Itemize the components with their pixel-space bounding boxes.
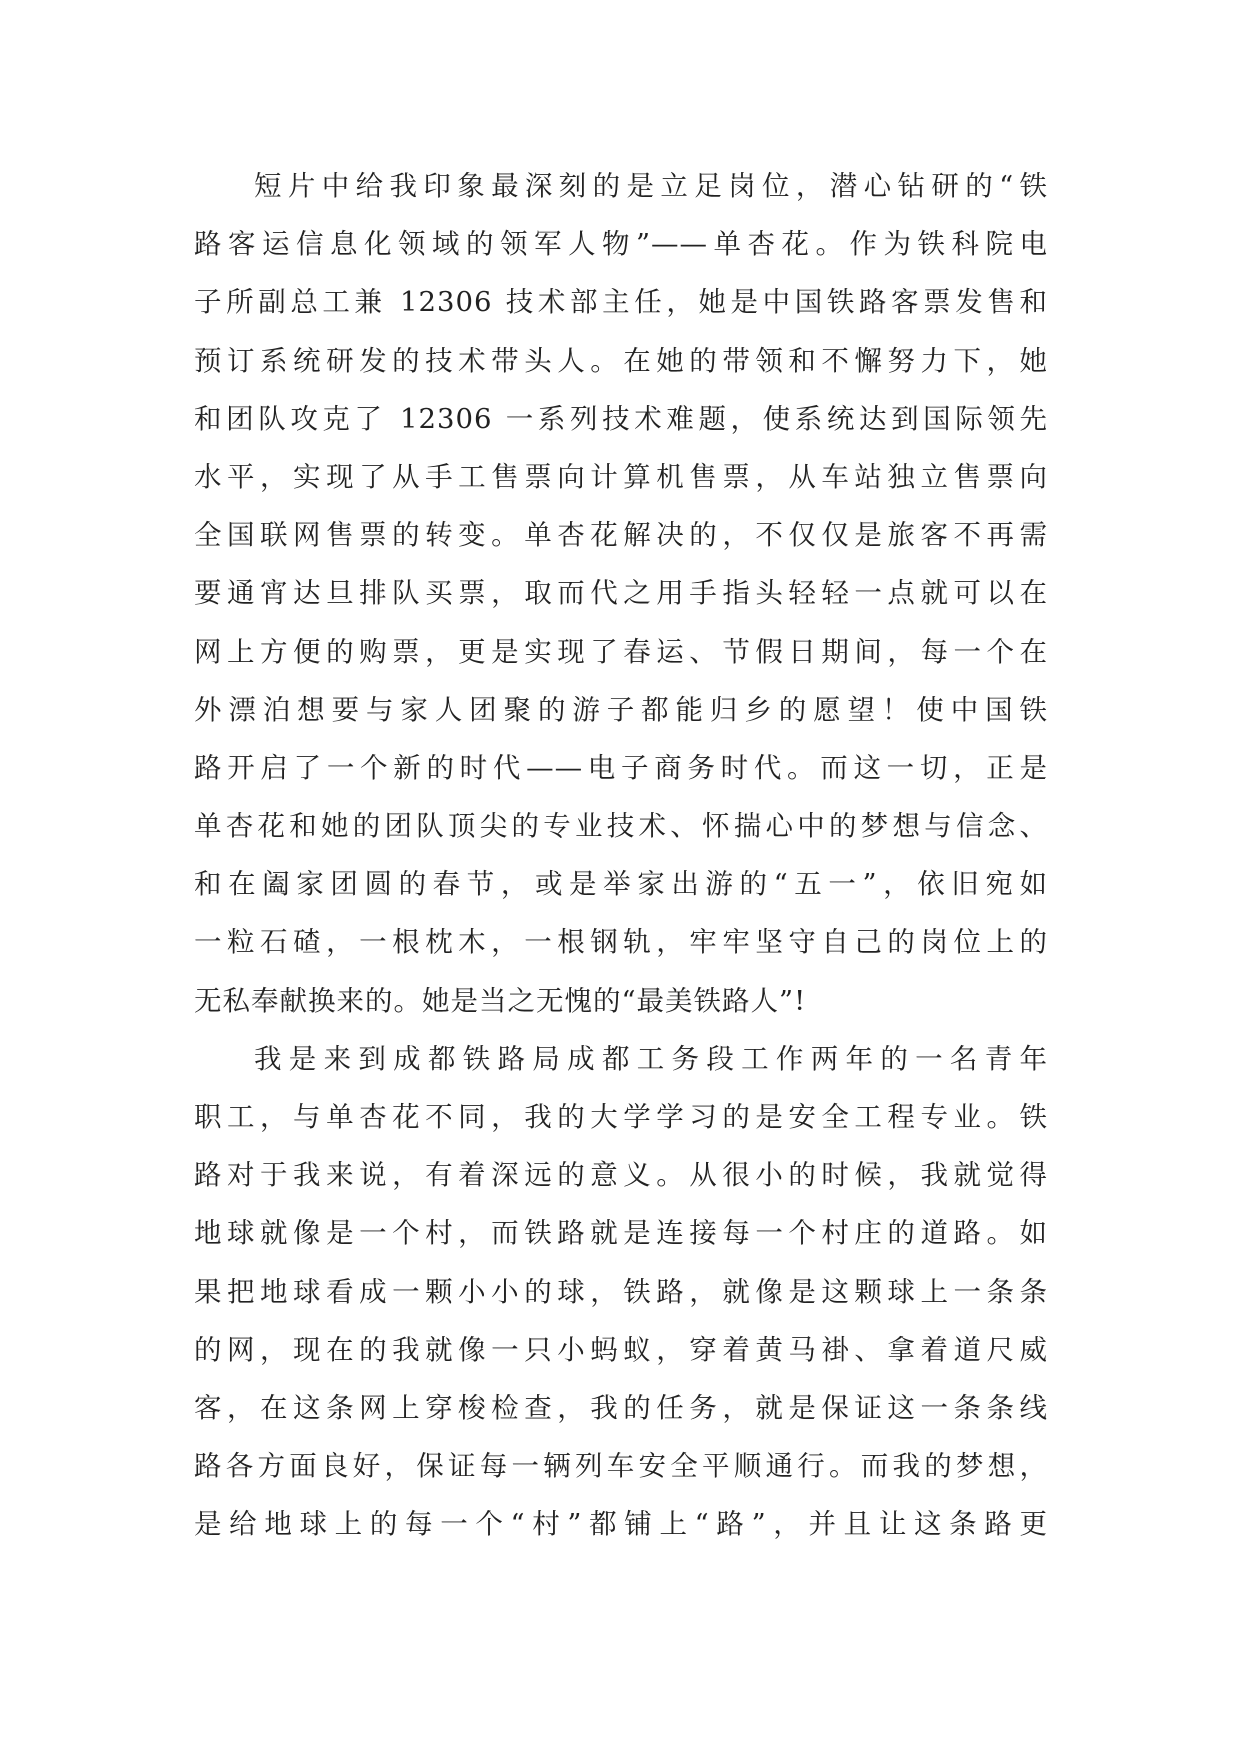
paragraph-line: 一粒石碴，一根枕木，一根钢轨，牢牢坚守自己的岗位上的 <box>194 926 1048 959</box>
paragraph-line: 网上方便的购票，更是实现了春运、节假日期间，每一个在 <box>194 635 1048 668</box>
paragraph-line: 职工，与单杏花不同，我的大学学习的是安全工程专业。铁 <box>194 1101 1048 1133</box>
paragraph-line: 全国联网售票的转变。单杏花解决的，不仅仅是旅客不再需 <box>194 519 1048 552</box>
document-body <box>194 157 1048 1554</box>
paragraph-line: 路开启了一个新的时代——电子商务时代。而这一切，正是 <box>194 751 1048 784</box>
paragraph-line: 水平，实现了从手工售票向计算机售票，从车站独立售票向 <box>194 460 1048 493</box>
paragraph-line: 子所副总工兼 12306 技术部主任，她是中国铁路客票发售和 <box>194 286 1048 319</box>
paragraph-line: 外漂泊想要与家人团聚的游子都能归乡的愿望！使中国铁 <box>194 693 1048 726</box>
paragraph-line: 我是来到成都铁路局成都工务段工作两年的一名青年 <box>254 1042 1048 1075</box>
paragraph-line: 地球就像是一个村，而铁路就是连接每一个村庄的道路。如 <box>194 1217 1048 1250</box>
paragraph-line: 预订系统研发的技术带头人。在她的带领和不懈努力下，她 <box>194 344 1048 377</box>
paragraph-line: 路对于我来说，有着深远的意义。从很小的时候，我就觉得 <box>194 1159 1048 1192</box>
paragraph-line: 无私奉献换来的。她是当之无愧的“最美铁路人”! <box>194 984 807 1017</box>
paragraph-line: 单杏花和她的团队顶尖的专业技术、怀揣心中的梦想与信念、 <box>194 810 1048 843</box>
paragraph-line: 要通宵达旦排队买票，取而代之用手指头轻轻一点就可以在 <box>194 577 1048 610</box>
paragraph-line: 和团队攻克了 12306 一系列技术难题，使系统达到国际领先 <box>194 402 1048 435</box>
paragraph-line: 果把地球看成一颗小小的球，铁路，就像是这颗球上一条条 <box>194 1275 1048 1308</box>
paragraph-line: 是给地球上的每一个“村”都铺上“路”，并且让这条路更 <box>194 1508 1048 1541</box>
paragraph-line: 短片中给我印象最深刻的是立足岗位，潜心钻研的“铁 <box>254 170 1048 202</box>
paragraph-1 <box>194 157 1048 1030</box>
paragraph-line: 路各方面良好，保证每一辆列车安全平顺通行。而我的梦想， <box>194 1450 1048 1483</box>
paragraph-2 <box>194 1030 1048 1554</box>
paragraph-line: 客，在这条网上穿梭检查，我的任务，就是保证这一条条线 <box>194 1391 1048 1424</box>
paragraph-line: 路客运信息化领域的领军人物”——单杏花。作为铁科院电 <box>194 228 1048 261</box>
paragraph-line: 的网，现在的我就像一只小蚂蚁，穿着黄马褂、拿着道尺威 <box>194 1333 1048 1366</box>
paragraph-line: 和在阖家团圆的春节，或是举家出游的“五一”，依旧宛如 <box>194 868 1048 901</box>
